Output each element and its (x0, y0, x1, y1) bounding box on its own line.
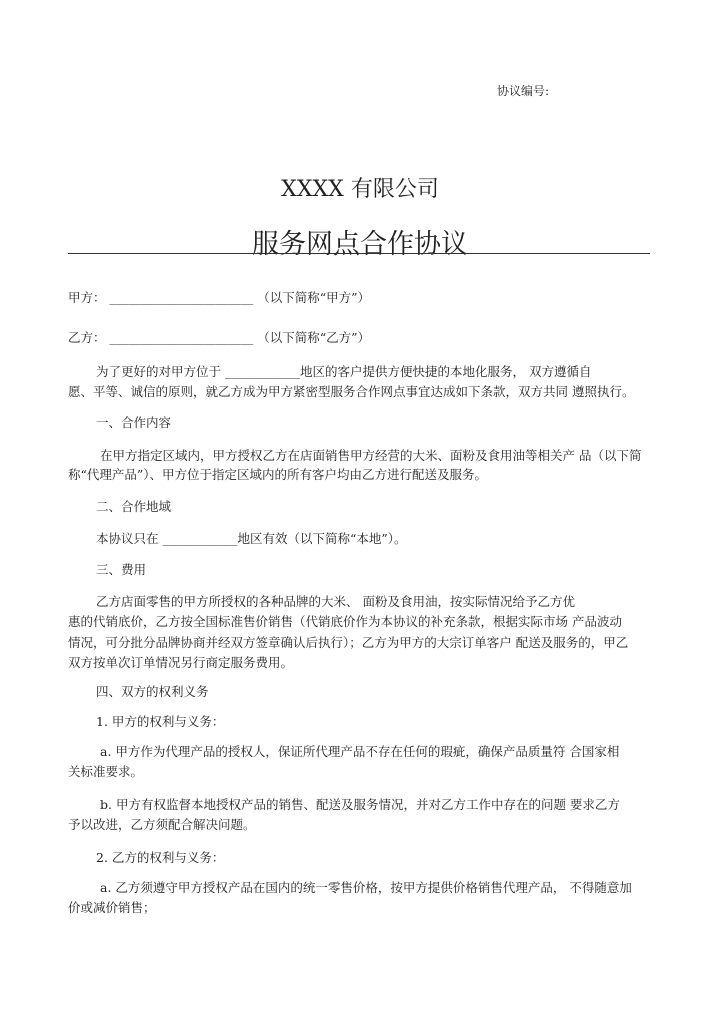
preamble-line: 愿、平等、诚信的原则，就乙方成为甲方紧密型服务合作网点事宜达成如下条款，双方共同 遵照执行。 (68, 384, 635, 399)
clause-4-1-b-line: b. 甲方有权监督本地授权产品的销售、配送及服务情况，并对乙方工作中存在的问题 要求乙方 (100, 797, 620, 812)
section-1-title: 一、合作内容 (96, 415, 172, 430)
section-2-title: 二、合作地域 (96, 499, 172, 514)
clause-4-1-a-line: 关标准要求。 (68, 764, 144, 779)
party-b-line: 乙方： _______________________ （以下简称“乙方”） (68, 330, 370, 345)
party-a-line: 甲方： _______________________ （以下简称“甲方”） (68, 290, 370, 305)
title-divider (68, 253, 650, 254)
section-4-2-title: 2. 乙方的权利与义务： (96, 850, 225, 865)
preamble-line: 为了更好的对甲方位于 ____________地区的客户提供方便快捷的本地化服务， 双方遵循自 (96, 364, 592, 379)
clause-4-1-b-line: 予以改进，乙方须配合解决问题。 (68, 817, 256, 832)
section-3-line: 情况，可分批分品牌协商并经双方签章确认后执行）；乙方为甲方的大宗订单客户 配送及服务的，甲乙 (68, 635, 629, 650)
section-4-title: 四、双方的权利义务 (96, 684, 209, 699)
document-title: 服务网点合作协议 (252, 229, 468, 260)
agreement-number-label: 协议编号: (497, 84, 550, 98)
section-1-line: 在甲方指定区域内，甲方授权乙方在店面销售甲方经营的大米、面粉及食用油等相关产 品（以下简 (100, 448, 642, 463)
section-1-line: 称“代理产品”）、甲方位于指定区域内的所有客户均由乙方进行配送及服务。 (68, 467, 488, 482)
section-4-1-title: 1. 甲方的权利与义务： (96, 714, 225, 729)
section-3-line: 惠的代销底价，乙方按全国标准售价销售（代销底价作为本协议的补充条款，根据实际市场 产品波动 (68, 614, 622, 629)
clause-4-2-a-line: 价或减价销售； (68, 900, 156, 915)
clause-4-2-a-line: a. 乙方须遵守甲方授权产品在国内的统一零售价格，按甲方提供价格销售代理产品， 不得随意加 (100, 880, 632, 895)
clause-4-1-a-line: a. 甲方作为代理产品的授权人，保证所代理产品不存在任何的瑕疵，确保产品质量符 合国家相 (100, 744, 620, 759)
section-3-line: 乙方店面零售的甲方所授权的各种品牌的大米、 面粉及食用油，按实际情况给予乙方优 (96, 594, 575, 609)
section-3-title: 三、费用 (96, 562, 147, 577)
section-3-line: 双方按单次订单情况另行商定服务费用。 (68, 655, 294, 670)
section-2-text: 本协议只在 ____________地区有效（以下简称“本地”）。 (96, 531, 407, 546)
company-name: XXXX 有限公司 (281, 177, 439, 202)
